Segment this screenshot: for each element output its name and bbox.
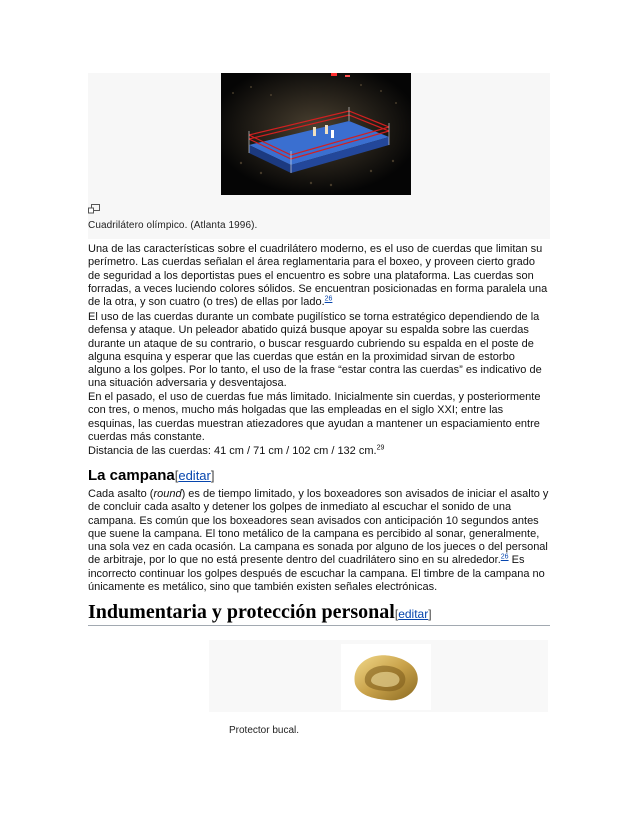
reference-link[interactable]: 26 <box>500 553 509 561</box>
edit-bracket-open: [ <box>174 468 179 483</box>
edit-bracket-open: [ <box>394 607 399 621</box>
heading-divider <box>88 625 550 626</box>
boxing-ring-photo[interactable] <box>221 73 411 195</box>
paragraph-text: Cada asalto ( <box>88 488 154 500</box>
heading-text: La campana <box>88 467 175 484</box>
edit-link[interactable]: editar <box>178 468 211 483</box>
edit-section-link <box>175 468 215 483</box>
reference-number[interactable]: 29 <box>376 444 385 452</box>
edit-bracket-close: ] <box>428 607 432 621</box>
paragraph-text: Es incorrecto continuar los golpes después de escuchar la campana. El timbre de la campana no únicamente es metálico, sino que también existen señales electrónicas. <box>88 554 545 594</box>
heading-text: Indumentaria y protección personal <box>88 601 395 623</box>
section-heading-indumentaria <box>88 601 432 624</box>
boxing-ring-image <box>221 73 411 195</box>
mouthguard-photo[interactable] <box>341 644 431 710</box>
edit-section-link <box>395 607 432 621</box>
gallery-caption: Protector bucal. <box>229 725 300 736</box>
paragraph-cuerdas-1 <box>88 243 550 309</box>
mouthguard-image <box>341 644 431 710</box>
reference-link[interactable]: 26 <box>324 295 333 303</box>
figure-caption: Cuadrilátero olímpico. (Atlanta 1996). <box>88 220 258 231</box>
italic-word: round <box>153 488 182 500</box>
edit-bracket-close: ] <box>210 468 215 483</box>
paragraph-distancia <box>88 445 550 458</box>
paragraph-cuerdas-2: El uso de las cuerdas durante un combate pugilístico se torna estratégico dependiendo de la defensa y ataque. Un peleador abatido quizá busque apoyar su espalda sobre las cuerdas durante un ataque de su contrario, o buscar resguardo cubriendo su espalda en el poste de alguna esquina y esperar que las cuerdas que están en la proximidad sirvan de estorbo alguno a los golpes. Por lo tanto, el uso de la frase “estar contra las cuerdas” es indicativo de una situación adversaria y desventajosa. <box>88 311 542 390</box>
section-heading-campana <box>88 467 215 484</box>
gallery-box <box>209 640 548 712</box>
paragraph-text: Distancia de las cuerdas: 41 cm / 71 cm / 102 cm / 132 cm. <box>88 445 377 457</box>
paragraph-text: Una de las características sobre el cuadrilátero moderno, es el uso de cuerdas que limitan su perímetro. Las cuerdas señalan el área reglamentaria para el boxeo, y proveen cierto grado de seguridad a los deportistas pues el encuentro es sobre una plataforma. Las cuerdas son forradas, a veces luciendo colores sólidos. Se encuentran posicionadas en forma paralela una de la otra, y son cuatro (o tres) de ellas por lado. <box>88 243 548 309</box>
paragraph-cuerdas-3: En el pasado, el uso de cuerdas fue más limitado. Inicialmente sin cuerdas, y posteriormente con tres, o menos, mucho más holgadas que las empleadas en el siglo XXI; entre las esquinas, las cuerdas muestran atiezadores que ayudan a mantener un espaciamiento entre cuerdas más constante. <box>88 391 541 443</box>
edit-link[interactable]: editar <box>398 607 429 621</box>
figure-thumbnail <box>88 73 550 239</box>
paragraph-text: ) es de tiempo limitado, y los boxeadores son avisados de iniciar el asalto y de concluir cada asalto y detener los golpes de inmediato al escuchar el sonido de una campana. Es común que los boxeadores sean avisados con anticipación 10 segundos antes que suene la campana. El tono metálico de la campana es percibido al sonar, generalmente, una sola vez en cada ocasión. La campana es sonada por alguno de los jueces o del personal de arbitraje, por lo que no está presente dentro del cuadrilátero sino en su alrededor. <box>88 488 549 567</box>
magnify-icon[interactable] <box>88 204 100 214</box>
paragraph-campana <box>88 488 550 594</box>
